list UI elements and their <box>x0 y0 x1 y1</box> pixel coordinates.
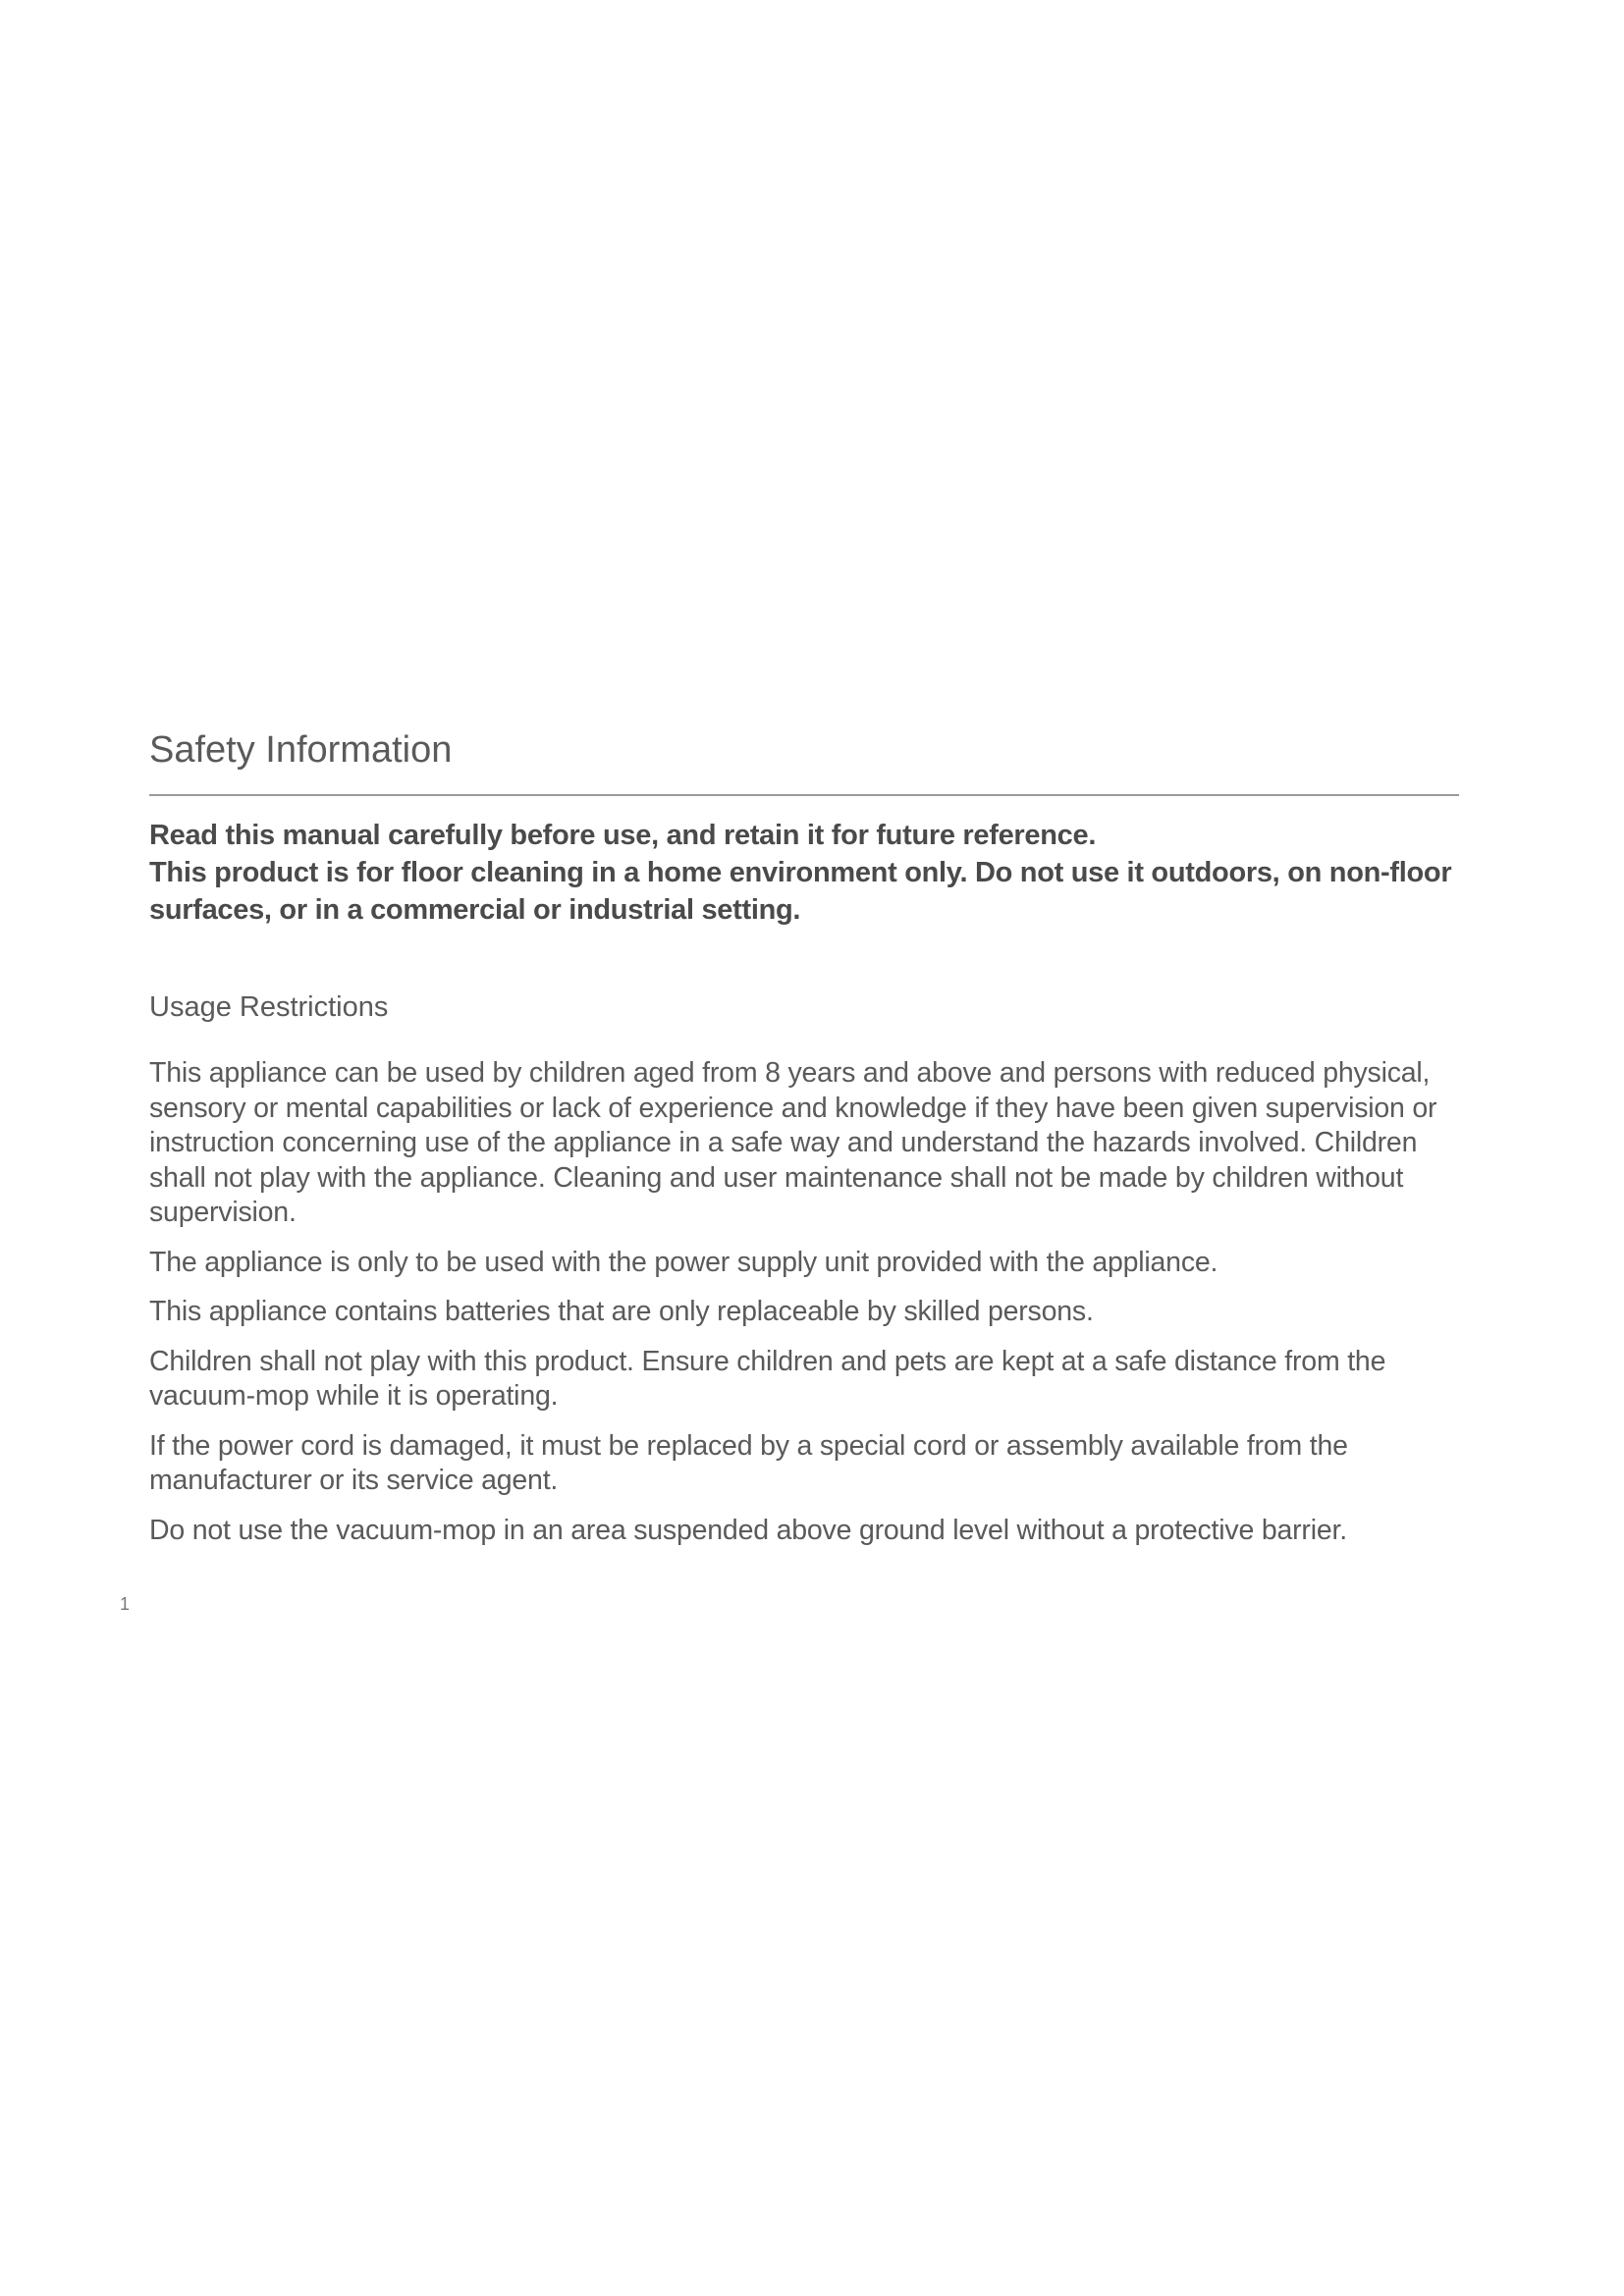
restriction-paragraph: This appliance contains batteries that are only replaceable by skilled persons. <box>149 1296 1094 1327</box>
restriction-paragraph: If the power cord is damaged, it must be replaced by a special cord or assembly available from the manufacturer or its service agent. <box>149 1429 1348 1496</box>
restriction-paragraph: This appliance can be used by children aged from 8 years and above and persons with reduced physical, sensory or mental capabilities or lack of experience and knowledge if they have been given supervision or instruction concerning use of the appliance in a safe way and understand the hazards involved. Children shall not play with the appliance. Cleaning and user maintenance shall not be made by children without supervision. <box>149 1057 1437 1228</box>
restriction-paragraph: The appliance is only to be used with the power supply unit provided with the appliance. <box>149 1246 1218 1278</box>
intro-read-manual: Read this manual carefully before use, and retain it for future reference. <box>149 820 1097 851</box>
restriction-paragraph: Children shall not play with this product. Ensure children and pets are kept at a safe distance from the vacuum-mop while it is operating. <box>149 1345 1386 1412</box>
intro-home-use-only: This product is for floor cleaning in a home environment only. Do not use it outdoors, on non-floor surfaces, or in a commercial or industrial setting. <box>149 857 1452 926</box>
intro-block <box>149 817 1485 929</box>
section-title: Safety Information <box>149 729 453 771</box>
page-number: 1 <box>120 1594 131 1614</box>
restriction-paragraph: Do not use the vacuum-mop in an area suspended above ground level without a protective barrier. <box>149 1514 1347 1546</box>
usage-restrictions-body <box>149 1056 1470 1563</box>
title-divider <box>149 794 1459 796</box>
usage-restrictions-title: Usage Restrictions <box>149 991 389 1023</box>
